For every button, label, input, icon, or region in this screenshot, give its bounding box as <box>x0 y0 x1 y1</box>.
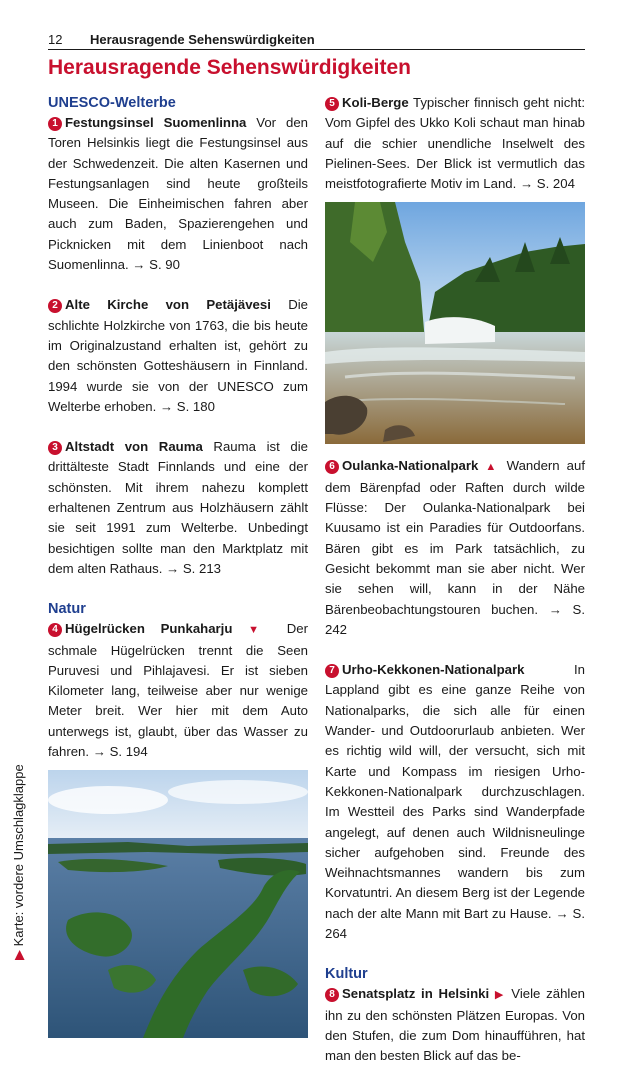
triangle-right-icon: ▶ <box>11 950 26 960</box>
page-number: 12 <box>48 32 63 47</box>
section-heading-kultur: Kultur <box>325 966 368 983</box>
entry-name: Festungsinsel Suomenlinna <box>65 115 247 130</box>
entry-text: Wandern auf dem Bärenpfad oder Raften durch wilde Flüsse: Der Oulanka-Nationalpark bei Kuusamo ist ein Paradies für Outdoorfans. Bären gibt es im Park tatsächlich, zu Gesicht bekommt man sie aber nicht. Wer sie sehen will, kann in der Nähe Bärenbeobachtungstouren buchen. → S. 242 <box>325 458 585 637</box>
entry-text: Viele zählen ihn zu den schönsten Plätzen Europas. Von den Stufen, die zum Dom hinaufführen, hat man den besten Blick auf das be- <box>325 986 585 1064</box>
entry-name: Senatsplatz in Helsinki <box>342 986 490 1002</box>
entry-text: Typischer finnisch geht nicht: Vom Gipfel des Ukko Koli schaut man hinab auf die schier unendliche Inselwelt des Pielinen-Sees. Der Blick ist vermutlich das meistfotografierte Motiv im Land. → S. 204 <box>325 95 585 192</box>
entry-name: Koli-Berge <box>342 95 409 110</box>
section-heading-unesco: UNESCO-Welterbe <box>48 95 176 111</box>
entry-oulanka <box>325 456 585 640</box>
triangle-down-icon: ▼ <box>248 624 272 637</box>
entry-urho-kekkonen <box>325 660 585 944</box>
running-title: Herausragende Sehenswürdigkeiten <box>90 32 315 47</box>
section-heading-natur: Natur <box>48 601 86 618</box>
entry-suomenlinna <box>48 113 308 275</box>
entry-punkaharju <box>48 619 308 762</box>
entry-name: Hügelrücken Punkaharju <box>65 621 233 637</box>
map-reference-label: Karte: vordere Umschlagklappe <box>11 764 26 947</box>
entry-number-badge: 6 <box>325 460 339 474</box>
entry-senatsplatz <box>325 984 585 1066</box>
entry-text: Der schmale Hügelrücken trennt die Seen Puruvesi und Pihlajavesi. Er ist sieben Kilometer lang, teilweise aber nur wenige Meter breit. Wer hier mit dem Auto unterwegs ist, glaubt, über das Wasser zu fahren. → S. 194 <box>48 621 308 760</box>
entry-number-badge: 2 <box>48 299 62 313</box>
map-reference <box>11 764 27 960</box>
triangle-up-icon: ▲ <box>485 461 500 474</box>
entry-text: Vor den Toren Helsinkis liegt die Festungsinsel aus der Schwedenzeit. Die alten Kasernen und Festungsanlagen sind heute großteils Museen. Die Einheimischen fahren aber auch zum Baden, Spazierengehen und Picknicken mit dem Linienboot nach Suomenlinna. → S. 90 <box>48 115 308 273</box>
entry-number-badge: 7 <box>325 664 339 678</box>
river-rapids-photo <box>325 202 585 444</box>
entry-rauma <box>48 437 308 579</box>
entry-name: Oulanka-Nationalpark <box>342 458 479 474</box>
lake-aerial-photo <box>48 770 308 1038</box>
entry-name: Urho-Kekkonen-Nationalpark <box>342 662 525 678</box>
entry-name: Alte Kirche von Petäjävesi <box>65 297 271 313</box>
entry-name: Altstadt von Rauma <box>65 439 203 455</box>
entry-petajavesi <box>48 295 308 417</box>
running-head <box>48 30 585 50</box>
entry-koli <box>325 93 585 194</box>
entry-number-badge: 5 <box>325 97 339 111</box>
entry-number-badge: 1 <box>48 117 62 131</box>
entry-number-badge: 4 <box>48 623 62 637</box>
left-column <box>48 93 308 1050</box>
entry-text: Rauma ist die drittälteste Stadt Finnlands und eine der schönsten. Mit ihrem nahezu komplett erhaltenen Zentrum aus Holzhäusern zählt sie seit 1991 zum Welterbe. Unbedingt besichtigen sollte man den Marktplatz mit dem alten Rathaus. → S. 213 <box>48 439 308 576</box>
right-column <box>325 93 585 1067</box>
entry-number-badge: 8 <box>325 988 339 1002</box>
entry-text: Die schlichte Holzkirche von 1763, die bis heute im Originalzustand erhalten ist, gehört zu den schönsten Gotteshäusern in Finnland. 1994 wurde sie von der UNESCO zum Welterbe erhoben. → S. 180 <box>48 297 308 414</box>
page-title: Herausragende Sehenswürdigkeiten <box>48 56 411 79</box>
entry-text: In Lappland gibt es eine ganze Reihe von Nationalparks, die sich alle für einen Wander- und Outdoorurlaub anbieten. Wer es richtig wild will, der versucht, sich mit Karte und Kompass im riesigen Urho-Kekkonen-Nationalpark durchzuschlagen. Im Westteil des Parks sind Wanderpfade angelegt, auf denen auch Wildnisneulinge sicher aufgehoben sind. Freunde des Weihnachtsmannes wandern bis zum Korvatuntri. An diesem Berg ist der Legende nach der alte Mann mit Bart zu Hause. → S. 264 <box>325 662 585 942</box>
entry-number-badge: 3 <box>48 441 62 455</box>
triangle-right-icon: ▶ <box>494 989 506 1002</box>
